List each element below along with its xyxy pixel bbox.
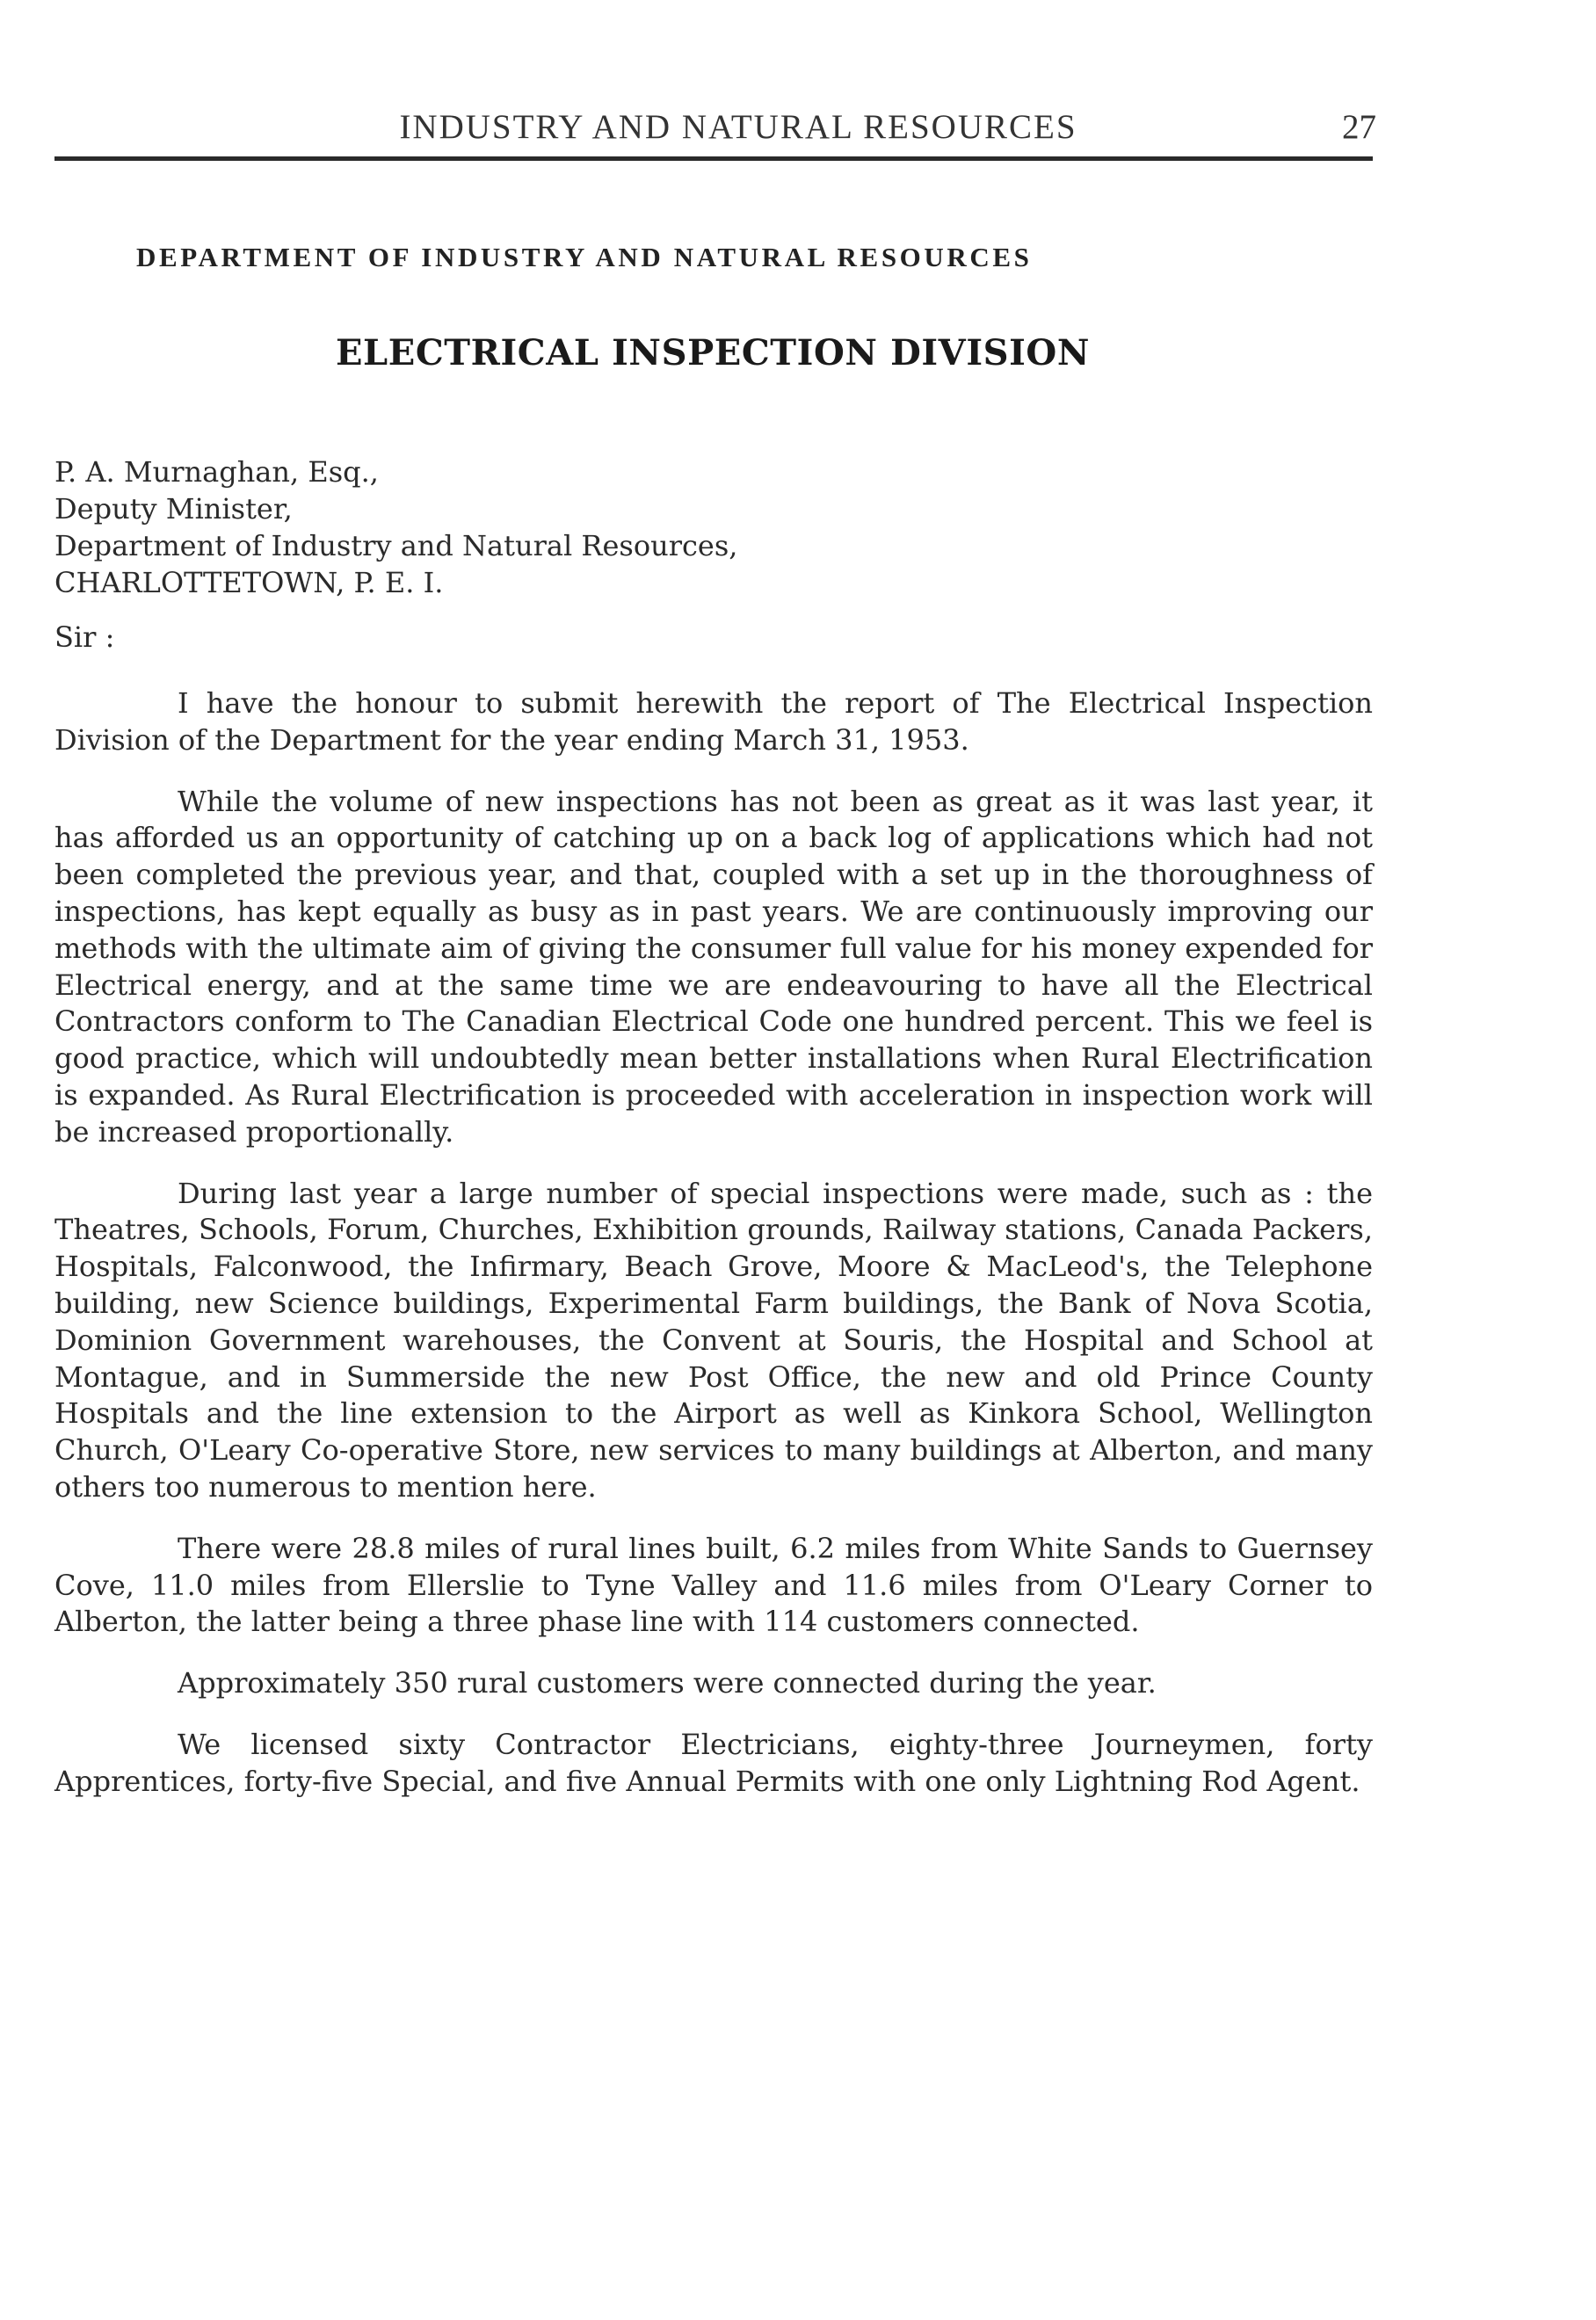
paragraph: I have the honour to submit herewith the report of The Electrical Inspection Division of the Department for the year ending March 31, 1953.	[54, 686, 1373, 757]
header-rule	[54, 156, 1373, 161]
division-heading: ELECTRICAL INSPECTION DIVISION	[335, 332, 1091, 373]
address-block	[54, 453, 737, 601]
department-heading: DEPARTMENT OF INDUSTRY AND NATURAL RESOURCES	[136, 242, 1033, 272]
running-head-title: INDUSTRY AND NATURAL RESOURCES	[399, 108, 1077, 146]
address-line: Deputy Minister,	[54, 492, 293, 526]
address-line: P. A. Murnaghan, Esq.,	[54, 455, 379, 489]
address-line: CHARLOTTETOWN, P. E. I.	[54, 566, 444, 599]
paragraph: There were 28.8 miles of rural lines built, 6.2 miles from White Sands to Guernsey Cove, 11.0 miles from Ellerslie to Tyne Valley and 11.6 miles from O'Leary Corner to Alberton, the latter being a three phase line with 114 customers connected.	[54, 1531, 1373, 1639]
paragraph: Approximately 350 rural customers were connected during the year.	[178, 1666, 1157, 1700]
paragraph: While the volume of new inspections has not been as great as it was last year, it has afforded us an opportunity of catching up on a back log of applications which had not been completed the previous year, and that, coupled with a set up in the thoroughness of inspections, has kept equally as busy as in past years. We are continuously improving our methods with the ultimate aim of giving the consumer full value for his money expended for Electrical energy, and at the same time we are endeavouring to have all the Electrical Contractors conform to The Canadian Electrical Code one hundred percent. This we feel is good practice, which will undoubtedly mean better installations when Rural Electrification is expanded. As Rural Electrification is proceeded with acceleration in inspection work will be increased proportionally.	[54, 784, 1373, 1149]
address-line: Department of Industry and Natural Resources,	[54, 529, 738, 562]
running-head	[53, 107, 1376, 156]
salutation: Sir :	[54, 620, 115, 654]
paragraph: We licensed sixty Contractor Electricians, eighty-three Journeymen, forty Apprentices, forty-five Special, and five Annual Permits with one only Lightning Rod Agent.	[54, 1727, 1373, 1798]
letter-body	[54, 685, 1373, 1825]
paragraph: During last year a large number of special inspections were made, such as : the Theatres, Schools, Forum, Churches, Exhibition grounds, Railway stations, Canada Packers, Hospitals, Falconwood, the Infirmary, Beach Grove, Moore & MacLeod's, the Telephone building, new Science buildings, Experimental Farm buildings, the Bank of Nova Scotia, Dominion Government warehouses, the Convent at Souris, the Hospital and School at Montague, and in Summerside the new Post Office, the new and old Prince County Hospitals and the line extension to the Airport as well as Kinkora School, Wellington Church, O'Leary Co-operative Store, new services to many buildings at Alberton, and many others too numerous to mention here.	[54, 1176, 1373, 1504]
page-number: 27	[1342, 108, 1376, 146]
